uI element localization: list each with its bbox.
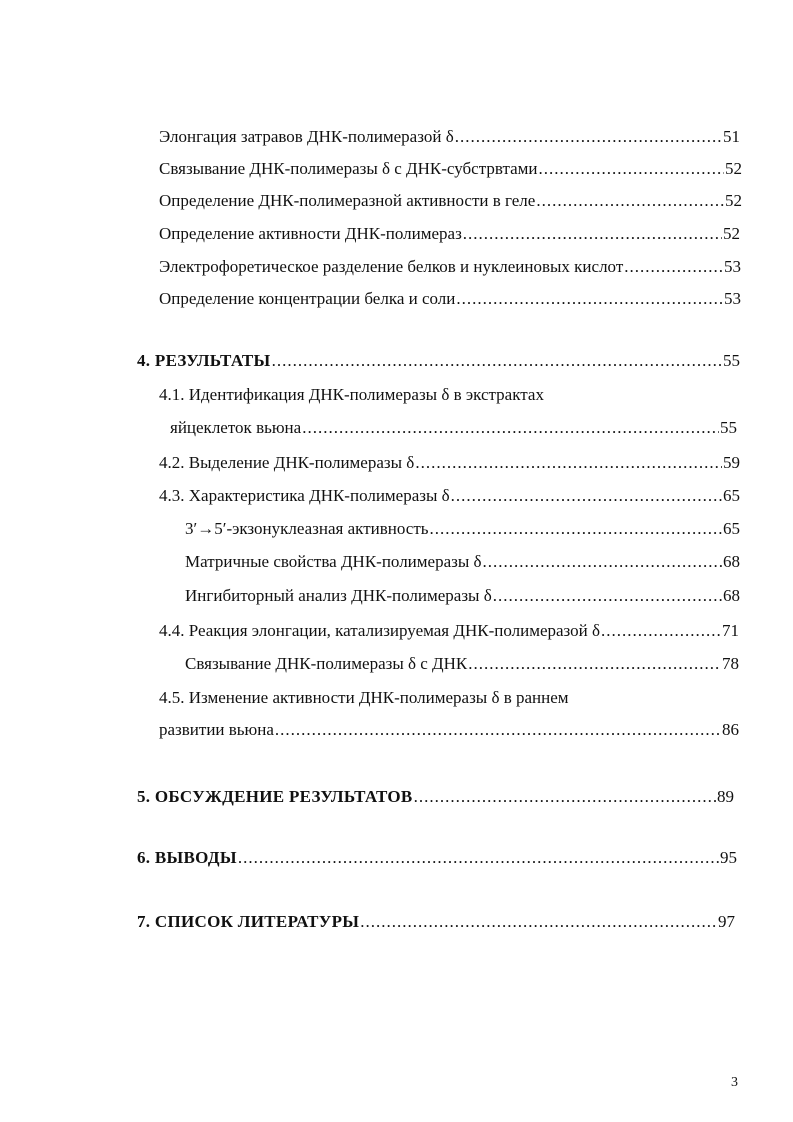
toc-leader-dots (601, 619, 721, 643)
toc-entry-title: Электрофоретическое разделение белков и нуклеиновых кислот (159, 257, 624, 276)
toc-entry-title-line[interactable]: 4.1. Идентификация ДНК-полимеразы δ в экстрактах (159, 385, 544, 404)
toc-entry-page: 52 (725, 159, 742, 178)
toc-leader-dots (624, 255, 723, 279)
toc-entry-page: 51 (723, 127, 740, 146)
toc-leader-dots (455, 125, 722, 149)
toc-entry-page: 52 (725, 191, 742, 210)
toc-section-heading[interactable] (137, 910, 735, 934)
toc-entry-title: 4. РЕЗУЛЬТАТЫ (137, 351, 271, 370)
toc-entry-title: 4.2. Выделение ДНК-полимеразы δ (159, 453, 415, 472)
toc-entry-title: 5. ОБСУЖДЕНИЕ РЕЗУЛЬТАТОВ (137, 787, 413, 806)
toc-entry-page: 55 (720, 418, 737, 437)
page-number: 3 (731, 1075, 738, 1090)
toc-entry-page: 65 (723, 519, 740, 538)
toc-leader-dots (451, 484, 722, 508)
toc-entry-page: 68 (723, 552, 740, 571)
toc-entry-page: 86 (722, 720, 739, 739)
toc-leader-dots (456, 287, 723, 311)
toc-entry[interactable] (159, 189, 742, 213)
toc-section-heading[interactable] (137, 349, 740, 373)
toc-leader-dots (360, 910, 717, 934)
toc-entry-page: 97 (718, 912, 735, 931)
toc-entry[interactable] (159, 287, 741, 311)
toc-entry-title: развитии вьюна (159, 720, 274, 739)
toc-entry[interactable] (159, 451, 740, 475)
toc-leader-dots (483, 550, 722, 574)
toc-entry[interactable] (170, 416, 737, 440)
toc-entry-page: 53 (724, 257, 741, 276)
toc-entry[interactable] (185, 584, 740, 608)
toc-entry-title: Ингибиторный анализ ДНК-полимеразы δ (185, 586, 492, 605)
toc-entry[interactable] (159, 619, 739, 643)
toc-leader-dots (430, 517, 723, 541)
toc-entry[interactable] (185, 550, 740, 574)
toc-entry-page: 65 (723, 486, 740, 505)
toc-leader-dots (302, 416, 719, 440)
toc-entry-title: 4.3. Характеристика ДНК-полимеразы δ (159, 486, 450, 505)
toc-entry-title: Определение активности ДНК-полимераз (159, 224, 462, 243)
toc-entry-page: 59 (723, 453, 740, 472)
toc-entry-page: 71 (722, 621, 739, 640)
toc-section-heading[interactable] (137, 846, 737, 870)
toc-entry[interactable] (159, 222, 740, 246)
toc-entry-title: 3′→5′-экзонуклеазная активность (185, 519, 429, 538)
toc-entry-title: Связывание ДНК-полимеразы δ с ДНК-субстрвтами (159, 159, 538, 178)
toc-leader-dots (415, 451, 722, 475)
toc-entry-title: Связывание ДНК-полимеразы δ с ДНК (185, 654, 468, 673)
toc-entry-title: Определение концентрации белка и соли (159, 289, 456, 308)
toc-entry-page: 89 (717, 787, 734, 806)
toc-leader-dots (493, 584, 722, 608)
toc-entry-title: яйцеклеток вьюна (170, 418, 302, 437)
toc-entry[interactable] (185, 652, 739, 676)
toc-leader-dots (272, 349, 722, 373)
toc-entry-title: Элонгация затравов ДНК-полимеразой δ (159, 127, 454, 146)
toc-entry-page: 55 (723, 351, 740, 370)
toc-leader-dots (414, 785, 716, 809)
toc-entry-page: 95 (720, 848, 737, 867)
toc-entry-page: 52 (723, 224, 740, 243)
toc-section-heading[interactable] (137, 785, 734, 809)
toc-leader-dots (238, 846, 719, 870)
toc-entry[interactable] (185, 517, 740, 541)
toc-entry-title: 4.4. Реакция элонгации, катализируемая ДНК-полимеразой δ (159, 621, 601, 640)
toc-leader-dots (463, 222, 722, 246)
toc-entry-title: Определение ДНК-полимеразной активности в геле (159, 191, 536, 210)
toc-leader-dots (275, 718, 721, 742)
toc-entry-page: 78 (722, 654, 739, 673)
toc-leader-dots (539, 157, 725, 181)
toc-entry[interactable] (159, 157, 742, 181)
toc-entry-page: 68 (723, 586, 740, 605)
toc-entry-title-line[interactable]: 4.5. Изменение активности ДНК-полимеразы δ в раннем (159, 688, 569, 707)
toc-entry[interactable] (159, 255, 741, 279)
toc-leader-dots (536, 189, 724, 213)
toc-leader-dots (468, 652, 721, 676)
toc-entry-title: 6. ВЫВОДЫ (137, 848, 237, 867)
toc-entry-page: 53 (724, 289, 741, 308)
toc-entry[interactable] (159, 484, 740, 508)
toc-entry[interactable] (159, 718, 739, 742)
toc-entry-title: Матричные свойства ДНК-полимеразы δ (185, 552, 482, 571)
toc-entry[interactable] (159, 125, 740, 149)
toc-entry-title: 7. СПИСОК ЛИТЕРАТУРЫ (137, 912, 360, 931)
